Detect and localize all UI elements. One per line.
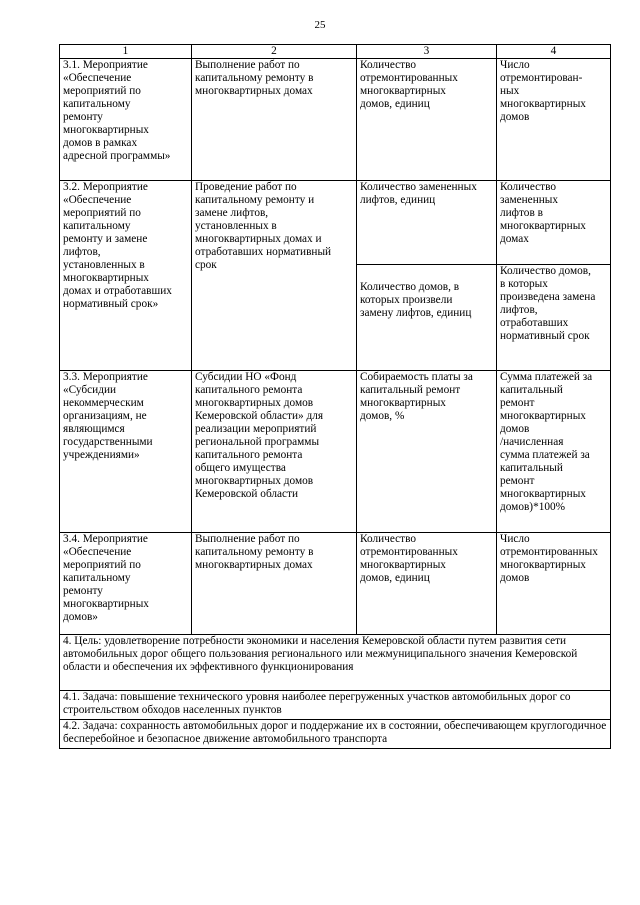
header-cell-4: 4: [497, 45, 611, 59]
action-text: Субсидии НО «Фонд капитального ремонта многоквартирных домов Кемеровской области» для реализации мероприятий региональной программы капитального ремонта общего имущества многоквартирных домов Кемеровской области: [195, 371, 324, 500]
task-4-1-cell: 4.1. Задача: повышение технического уровня наиболее перегруженных участков автомобильных дорог со строительством обходов населенных пунктов: [60, 691, 611, 720]
task-row: [60, 720, 611, 749]
action-text: Выполнение работ по капитальному ремонту в многоквартирных домах: [195, 533, 314, 571]
action-text: Выполнение работ по капитальному ремонту в многоквартирных домах: [195, 59, 314, 97]
indicator-cell: [357, 265, 497, 371]
action-cell: [192, 533, 357, 635]
table-row-3-1: [60, 59, 611, 181]
program-table: [59, 44, 611, 749]
formula-text: Сумма платежей за капитальный ремонт многоквартирных домов /начисленная сумма платежей за капитальный ремонт многоквартирных домов)*100%: [500, 371, 593, 513]
event-text: 3.4. Мероприятие «Обеспечение мероприятий по капитальному ремонту многоквартирных домов»: [63, 533, 149, 623]
event-cell: [60, 181, 192, 371]
event-text: 3.1. Мероприятие «Обеспечение мероприятий по капитальному ремонту многоквартирных домов в рамках адресной программы»: [63, 59, 171, 162]
indicator-cell: [357, 59, 497, 181]
indicator-cell: [357, 533, 497, 635]
task-row: [60, 691, 611, 720]
formula-cell: [497, 371, 611, 533]
indicator-text: Количество отремонтированных многоквартирных домов, единиц: [360, 59, 458, 110]
action-cell: [192, 371, 357, 533]
header-cell-1: 1: [60, 45, 192, 59]
header-cell-2: 2: [192, 45, 357, 59]
table-row-3-2: [60, 181, 611, 265]
formula-cell: [497, 265, 611, 371]
action-text: Проведение работ по капитальному ремонту и замене лифтов, установленных в многоквартирных домах и отработавших нормативный срок: [195, 181, 332, 271]
table-row-3-4: [60, 533, 611, 635]
indicator-text: Количество домов, в которых произвели замену лифтов, единиц: [360, 281, 472, 319]
formula-text: Количество замененных лифтов в многоквартирных домах: [500, 181, 586, 245]
event-text: 3.2. Мероприятие «Обеспечение мероприятий по капитальному ремонту и замене лифтов, установленных в многоквартирных домах и отработавших нормативный срок»: [63, 181, 172, 310]
formula-cell: [497, 59, 611, 181]
task-4-2-cell: 4.2. Задача: сохранность автомобильных дорог и поддержание их в состоянии, обеспечивающем круглогодичное бесперебойное и безопасное движение автомобильного транспорта: [60, 720, 611, 749]
formula-text: Количество домов, в которых произведена замена лифтов, отработавших нормативный срок: [500, 265, 596, 342]
header-cell-3: 3: [357, 45, 497, 59]
action-cell: [192, 59, 357, 181]
formula-cell: [497, 533, 611, 635]
event-cell: [60, 533, 192, 635]
formula-text: Число отремонтирован- ных многоквартирных домов: [500, 59, 586, 123]
table-row-3-3: [60, 371, 611, 533]
indicator-text: Количество замененных лифтов, единиц: [360, 181, 477, 206]
indicator-cell: [357, 371, 497, 533]
action-cell: [192, 181, 357, 371]
event-cell: [60, 59, 192, 181]
event-text: 3.3. Мероприятие «Субсидии некоммерческим организациям, не являющимся государственными учреждениями»: [63, 371, 153, 461]
formula-text: Число отремонтированных многоквартирных домов: [500, 533, 598, 584]
indicator-text: Количество отремонтированных многоквартирных домов, единиц: [360, 533, 458, 584]
formula-cell: [497, 181, 611, 265]
indicator-cell: [357, 181, 497, 265]
page-number: 25: [314, 19, 326, 31]
header-row: [60, 45, 611, 59]
indicator-text: Собираемость платы за капитальный ремонт многоквартирных домов, %: [360, 371, 473, 422]
goal-4-cell: 4. Цель: удовлетворение потребности экономики и населения Кемеровской области путем развития сети автомобильных дорог общего пользования регионального или межмуниципального значения Кемеровской области и обеспечения их эффективного функционирования: [60, 635, 611, 691]
event-cell: [60, 371, 192, 533]
goal-row: [60, 635, 611, 691]
